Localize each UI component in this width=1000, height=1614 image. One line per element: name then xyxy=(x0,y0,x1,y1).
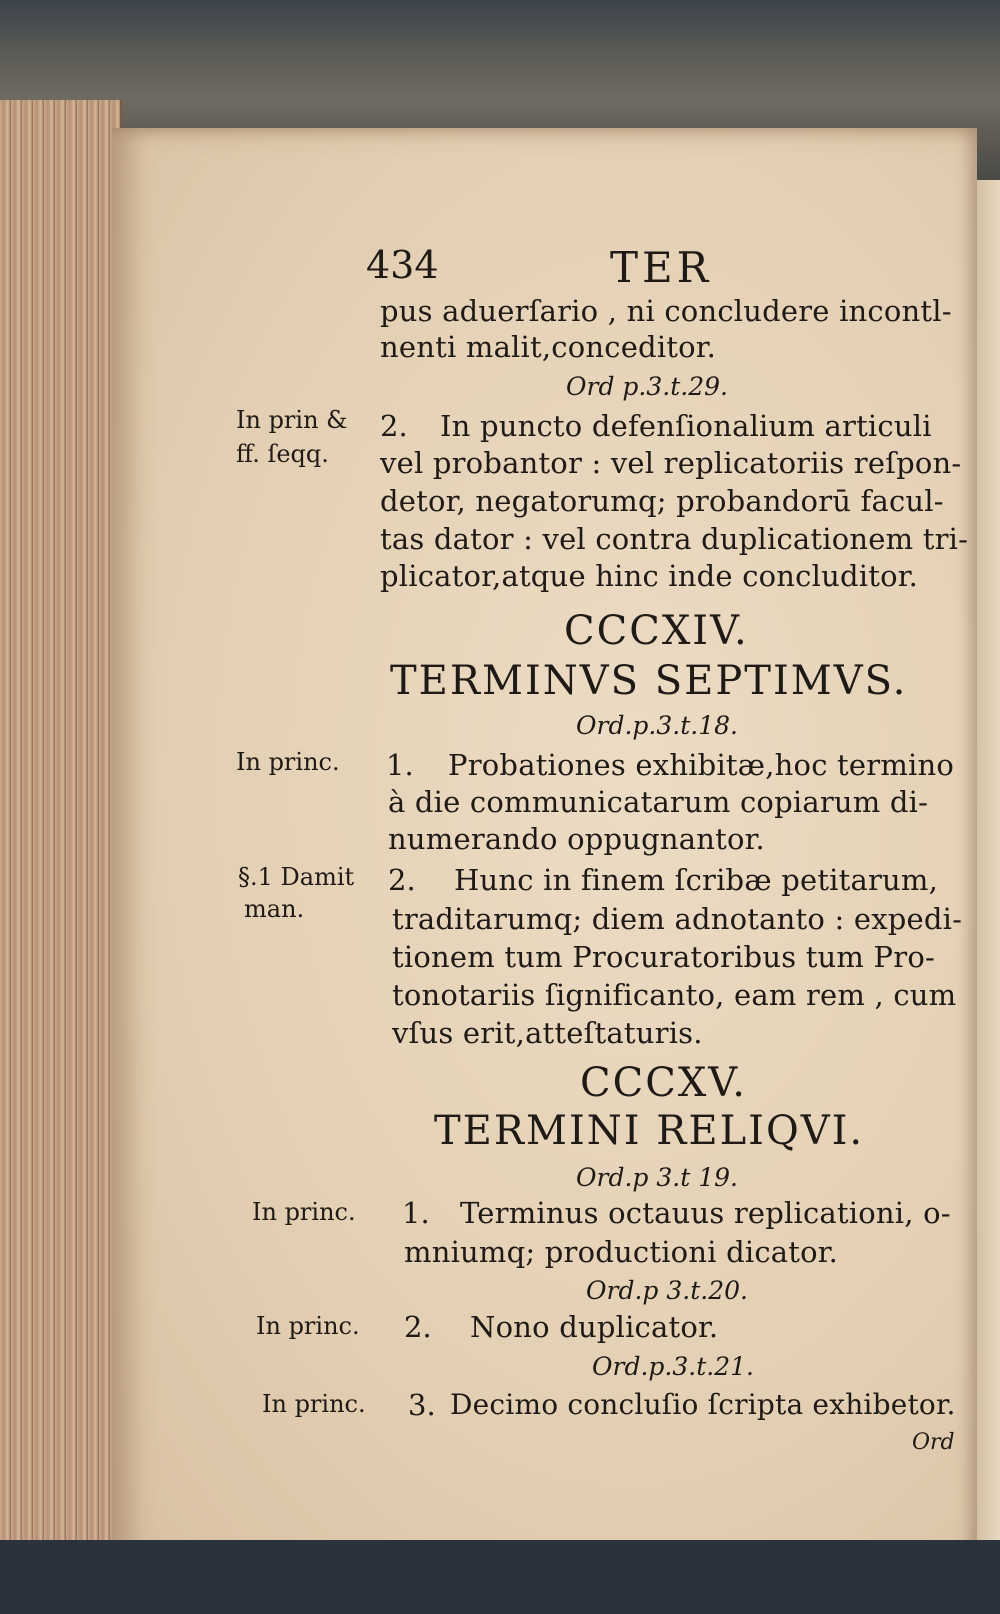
margin-note: In princ. xyxy=(236,748,340,776)
text-line: mniumq; productioni dicator. xyxy=(404,1235,839,1269)
text-line: numerando oppugnantor. xyxy=(388,822,765,856)
background-bottom xyxy=(0,1540,1000,1614)
page-number: 434 xyxy=(366,243,439,287)
section-title-heading: TERMINVS SEPTIMVS. xyxy=(390,658,908,704)
reference-line: Ord.p.3.t.18. xyxy=(576,711,738,740)
text-line: à die communicatarum copiarum di- xyxy=(388,785,929,819)
section-title-heading: TERMINI RELIQVI. xyxy=(434,1108,865,1154)
text-line: nenti malit,conceditor. xyxy=(380,330,717,364)
text-line: tonotariis ſignificanto, eam rem , cum xyxy=(392,978,957,1012)
margin-note: man. xyxy=(244,895,305,923)
item-number: 2. xyxy=(404,1310,432,1344)
text-line: Terminus octauus replicationi, o- xyxy=(460,1196,951,1230)
text-line: Probationes exhibitæ,hoc termino xyxy=(448,748,955,782)
text-line: plicator,atque hinc inde concluditor. xyxy=(380,559,919,593)
item-number: 2. xyxy=(388,863,416,897)
text-line: tas dator : vel contra duplicationem tri- xyxy=(380,522,969,556)
book-page-edges xyxy=(0,100,122,1614)
text-line: tionem tum Procuratoribus tum Pro- xyxy=(392,940,935,974)
item-number: 1. xyxy=(402,1196,430,1230)
text-line: Hunc in finem ſcribæ petitarum, xyxy=(454,863,939,897)
margin-note: In princ. xyxy=(256,1312,360,1340)
text-line: vel probantor : vel replicatoriis reſpon- xyxy=(380,446,962,480)
text-line: traditarumq; diem adnotanto : expedi- xyxy=(392,902,963,936)
text-line: pus aduerſario , ni concludere incontl- xyxy=(380,294,952,328)
running-head: TER xyxy=(610,243,713,292)
item-number: 1. xyxy=(386,748,414,782)
section-number-heading: CCCXV. xyxy=(580,1060,747,1106)
item-number: 2. xyxy=(380,409,408,443)
margin-note: §.1 Damit xyxy=(238,863,355,891)
margin-note: ff. ſeqq. xyxy=(236,440,329,468)
margin-note: In princ. xyxy=(252,1198,356,1226)
section-number-heading: CCCXIV. xyxy=(564,608,749,654)
reference-line: Ord.p 3.t.20. xyxy=(586,1276,748,1305)
text-line: In puncto defenſionalium articuli xyxy=(440,409,932,443)
margin-note: In princ. xyxy=(262,1390,366,1418)
text-line: detor, negatorumq; probandorū facul- xyxy=(380,484,944,518)
item-number: 3. xyxy=(408,1388,436,1422)
text-line: Nono duplicator. xyxy=(470,1310,719,1344)
text-line: vſus erit,atteſtaturis. xyxy=(392,1016,703,1050)
reference-line: Ord.p 3.t 19. xyxy=(576,1163,738,1192)
reference-line: Ord.p.3.t.21. xyxy=(592,1352,754,1381)
catchword: Ord xyxy=(912,1430,955,1455)
margin-note: In prin & xyxy=(236,406,348,434)
text-line: Decimo concluſio ſcripta exhibetor. xyxy=(450,1388,956,1421)
reference-line: Ord p.3.t.29. xyxy=(566,372,728,401)
